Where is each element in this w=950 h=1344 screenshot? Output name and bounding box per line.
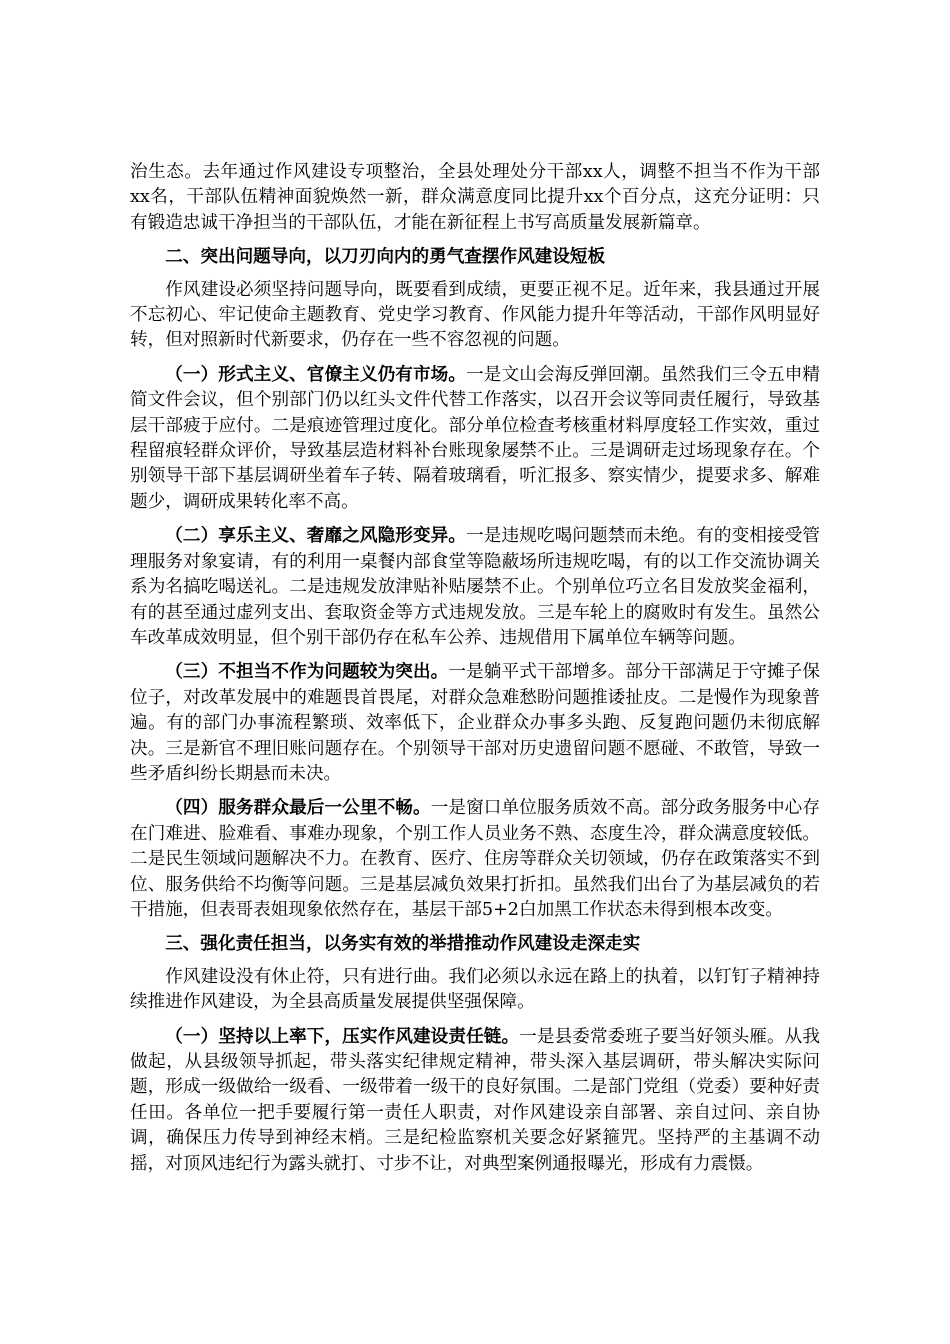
paragraph-service-body: 一是窗口单位服务质效不高。部分政务服务中心存在门难进、脸难看、事难办现象，个别工作人员业务不熟、态度生冷，群众满意度较低。二是民生领域问题解决不力。在教育、医疗、住房等群众关切领域，仍存在政策落实不到位、服务供给不均衡等问题。三是基层减负效果打折扣。虽然我们出台了为基层减负的若干措施，但表哥表姐现象依然存在，基层干部5+2白加黑工作状态未得到根本改变。 <box>130 798 820 920</box>
paragraph-service <box>130 795 820 923</box>
subheading-inaction: （三）不担当不作为问题较为突出。 <box>165 661 449 683</box>
document-page <box>130 160 820 1185</box>
subheading-service: （四）服务群众最后一公里不畅。 <box>165 797 431 819</box>
paragraph-hedonism <box>130 523 820 651</box>
paragraph-responsibility-body: 一是县委常委班子要当好领头雁。从我做起，从县级领导抓起，带头落实纪律规定精神，带头深入基层调研，带头解决实际问题，形成一级做给一级看、一级带着一级干的良好氛围。二是部门党组（党委）要种好责任田。各单位一把手要履行第一责任人职责，对作风建设亲自部署、亲自过问、亲自协调，确保压力传导到神经末梢。三是纪检监察机关要念好紧箍咒。坚持严的主基调不动摇，对顶风违纪行为露头就打、寸步不让，对典型案例通报曝光，形成有力震慑。 <box>130 1026 820 1174</box>
paragraph-inaction <box>130 659 820 787</box>
paragraph-formalism <box>130 362 820 515</box>
paragraph-section3-intro: 作风建设没有休止符，只有进行曲。我们必须以永远在路上的执着，以钉钉子精神持续推进作风建设，为全县高质量发展提供坚强保障。 <box>130 966 820 1013</box>
section-heading-3: 三、强化责任担当，以务实有效的举措推动作风建设走深走实 <box>165 933 641 955</box>
subheading-formalism: （一）形式主义、官僚主义仍有市场。 <box>165 363 467 385</box>
paragraph-inaction-body: 一是躺平式干部增多。部分干部满足于守摊子保位子，对改革发展中的难题畏首畏尾，对群众急难愁盼问题推诿扯皮。二是慢作为现象普遍。有的部门办事流程繁琐、效率低下，企业群众办事多头跑、反复跑问题仍未彻底解决。三是新官不理旧账问题存在。个别领导干部对历史遗留问题不愿碰、不敢管，导致一些矛盾纠纷长期悬而未决。 <box>130 662 820 784</box>
section-heading-2: 二、突出问题导向，以刀刃向内的勇气查摆作风建设短板 <box>165 246 606 268</box>
paragraph-hedonism-body: 一是违规吃喝问题禁而未绝。有的变相接受管理服务对象宴请，有的利用一桌餐内部食堂等隐蔽场所违规吃喝，有的以工作交流协调关系为名搞吃喝送礼。二是违规发放津贴补贴屡禁不止。个别单位巧立名目发放奖金福利，有的甚至通过虚列支出、套取资金等方式违规发放。三是车轮上的腐败时有发生。虽然公车改革成效明显，但个别干部仍存在私车公养、违规借用下属单位车辆等问题。 <box>130 526 820 648</box>
paragraph-continuation: 治生态。去年通过作风建设专项整治，全县处理处分干部xx人，调整不担当不作为干部xx名，干部队伍精神面貌焕然一新，群众满意度同比提升xx个百分点，这充分证明：只有锻造忠诚干净担当的干部队伍，才能在新征程上书写高质量发展新篇章。 <box>130 162 820 233</box>
paragraph-section2-intro: 作风建设必须坚持问题导向，既要看到成绩，更要正视不足。近年来，我县通过开展不忘初心、牢记使命主题教育、党史学习教育、作风能力提升年等活动，干部作风明显好转，但对照新时代新要求，仍存在一些不容忽视的问题。 <box>130 279 820 351</box>
paragraph-responsibility <box>130 1024 820 1177</box>
subheading-responsibility: （一）坚持以上率下，压实作风建设责任链。 <box>165 1025 520 1047</box>
paragraph-formalism-body: 一是文山会海反弹回潮。虽然我们三令五申精简文件会议，但个别部门仍以红头文件代替工作落实，以召开会议等同责任履行，导致基层干部疲于应付。二是痕迹管理过度化。部分单位检查考核重材料厚度轻工作实效，重过程留痕轻群众评价，导致基层造材料补台账现象屡禁不止。三是调研走过场现象存在。个别领导干部下基层调研坐着车子转、隔着玻璃看，听汇报多、察实情少，提要求多、解难题少，调研成果转化率不高。 <box>130 364 820 512</box>
subheading-hedonism: （二）享乐主义、奢靡之风隐形变异。 <box>165 525 467 547</box>
